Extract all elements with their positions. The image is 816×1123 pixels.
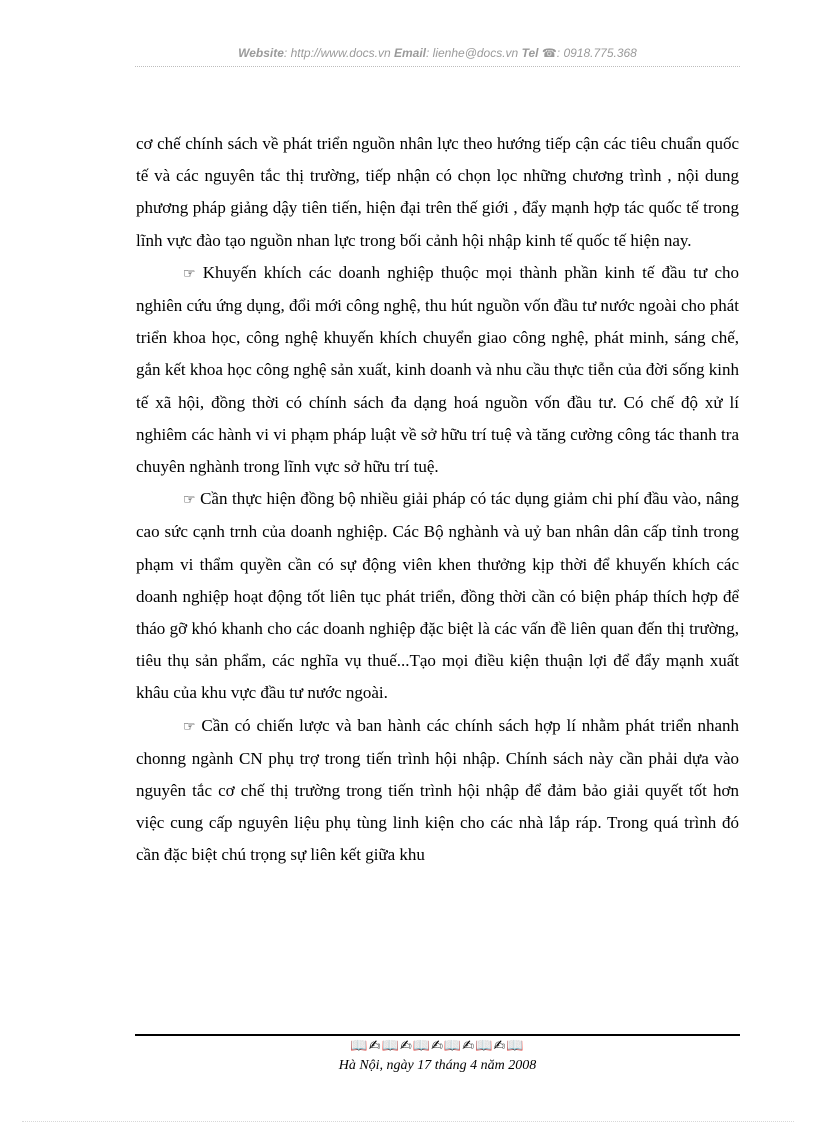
footer-ornament: 📖✍📖✍📖✍📖✍📖✍📖 (350, 1038, 525, 1054)
paragraph-text: Khuyến khích các doanh nghiệp thuộc mọi thành phần kinh tế đầu tư cho nghiên cứu ứng dụng, đổi mới công nghệ, thu hút nguồn vốn đầu tư nước ngoài cho phát triển khoa học, công nghệ khuyến khích chuyển giao công nghệ, phát minh, sáng chế, gắn kết khoa học công nghệ sản xuất, kinh doanh và nhu cầu thực tiễn của đời sống kinh tế xã hội, đồng thời có chính sách đa dạng hoá nguồn vốn đầu tư. Có chế độ xử lí nghiêm các hành vi vi phạm pháp luật về sở hữu trí tuệ và tăng cường công tác thanh tra chuyên nghành trong lĩnh vực sở hữu trí tuệ. (136, 262, 740, 477)
paragraph-text: Cần có chiến lược và ban hành các chính sách hợp lí nhằm phát triển nhanh chonng ngành CN phụ trợ trong tiến trình hội nhập. Chính sách này cần phải dựa vào nguyên tắc cơ chế thị trường trong tiến trình hội nhập để đảm bảo giải quyết tốt hơn việc cung cấp nguyên liệu phụ tùng linh kiện cho các nhà lắp ráp. Trong quá trình đó cần đặc biệt chú trọng sự liên kết giữa khu (136, 715, 740, 865)
footer-date: Hà Nội, ngày 17 tháng 4 năm 2008 (338, 1058, 537, 1073)
page-bottom-divider (22, 1121, 794, 1122)
email-value: : lienhe@docs.vn (426, 46, 519, 60)
footer-divider (135, 1034, 740, 1036)
paragraph-text: cơ chế chính sách về phát triển nguồn nhân lực theo hướng tiếp cận các tiêu chuẩn quốc tế và các nguyên tắc thị trường, tiếp nhận có chọn lọc những chương trình , nội dung phương pháp giảng dậy tiên tiến, hiện đại trên thế giới , đẩy mạnh hợp tác quốc tế trong lĩnh vực đào tạo nguồn nhan lực trong bối cảnh hội nhập kinh tế quốc tế hiện nay. (136, 134, 739, 250)
phone-icon: ☎ (541, 46, 557, 60)
paragraph-text: Cần thực hiện đồng bộ nhiều giải pháp có tác dụng giảm chi phí đầu vào, nâng cao sức cạnh trnh của doanh nghiệp. Các Bộ nghành và uỷ ban nhân dân cấp tỉnh trong phạm vi thẩm quyền cần có sự động viên khen thưởng kịp thời để khuyến khích các doanh nghiệp hoạt động tốt liên tục phát triển, đồng thời cần có biện pháp thích hợp để tháo gỡ khó khanh cho các doanh nghiệp đặc biệt là các vấn đề liên quan đến thị trường, tiêu thụ sản phẩm, các nghĩa vụ thuế...Tạo mọi điều kiện thuận lợi để đẩy mạnh xuất khâu của khu vực đầu tư nước ngoài. (136, 489, 739, 703)
paragraph (136, 483, 739, 709)
email-label: Email (393, 46, 426, 60)
paragraph (136, 710, 739, 872)
pointing-hand-icon: ☞ (183, 492, 196, 509)
tel-label: Tel (521, 46, 539, 60)
header-divider (135, 66, 740, 67)
website-value: : http://www.docs.vn (283, 46, 391, 60)
paragraph (136, 128, 739, 257)
page-header (135, 46, 740, 60)
document-body (136, 128, 739, 872)
pointing-hand-icon: ☞ (183, 265, 196, 282)
website-label: Website (238, 46, 284, 60)
paragraph (136, 257, 739, 483)
tel-value: : 0918.775.368 (556, 46, 637, 60)
pointing-hand-icon: ☞ (183, 718, 196, 735)
